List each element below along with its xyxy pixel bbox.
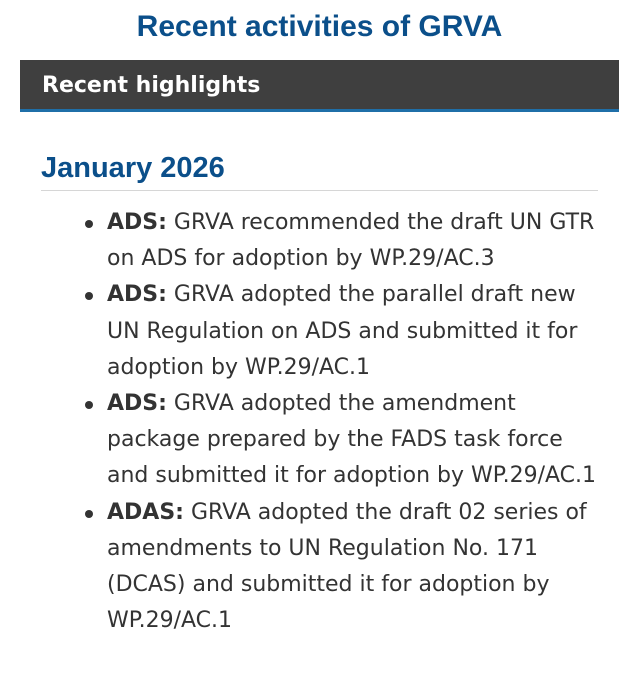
highlight-tag: ADAS: xyxy=(107,499,184,525)
highlight-item xyxy=(0,495,639,640)
month-divider xyxy=(41,190,598,191)
highlight-item xyxy=(0,386,639,495)
highlight-text: GRVA recommended the draft UN GTR on ADS for adoption by WP.29/AC.3 xyxy=(107,210,595,272)
recent-highlights-header xyxy=(20,60,619,112)
highlight-tag: ADS: xyxy=(107,391,167,417)
highlight-item xyxy=(0,205,639,277)
highlight-text: GRVA adopted the parallel draft new UN Regulation on ADS and submitted it for adoption by WP.29/AC.1 xyxy=(107,282,578,380)
highlight-text: GRVA adopted the amendment package prepared by the FADS task force and submitted it for adoption by WP.29/AC.1 xyxy=(107,391,597,489)
page-title: Recent activities of GRVA xyxy=(136,10,503,43)
bullet-icon xyxy=(85,220,93,228)
highlight-item xyxy=(0,277,639,386)
section-header-label: Recent highlights xyxy=(42,73,261,98)
highlight-text: GRVA adopted the draft 02 series of amendments to UN Regulation No. 171 (DCAS) and submitted it for adoption by WP.29/AC.1 xyxy=(107,499,587,634)
bullet-icon xyxy=(85,510,93,518)
bullet-icon xyxy=(85,401,93,409)
month-heading: January 2026 xyxy=(41,152,225,184)
highlight-tag: ADS: xyxy=(107,282,167,308)
bullet-icon xyxy=(85,292,93,300)
highlight-tag: ADS: xyxy=(107,210,167,235)
highlights-list xyxy=(0,205,639,639)
